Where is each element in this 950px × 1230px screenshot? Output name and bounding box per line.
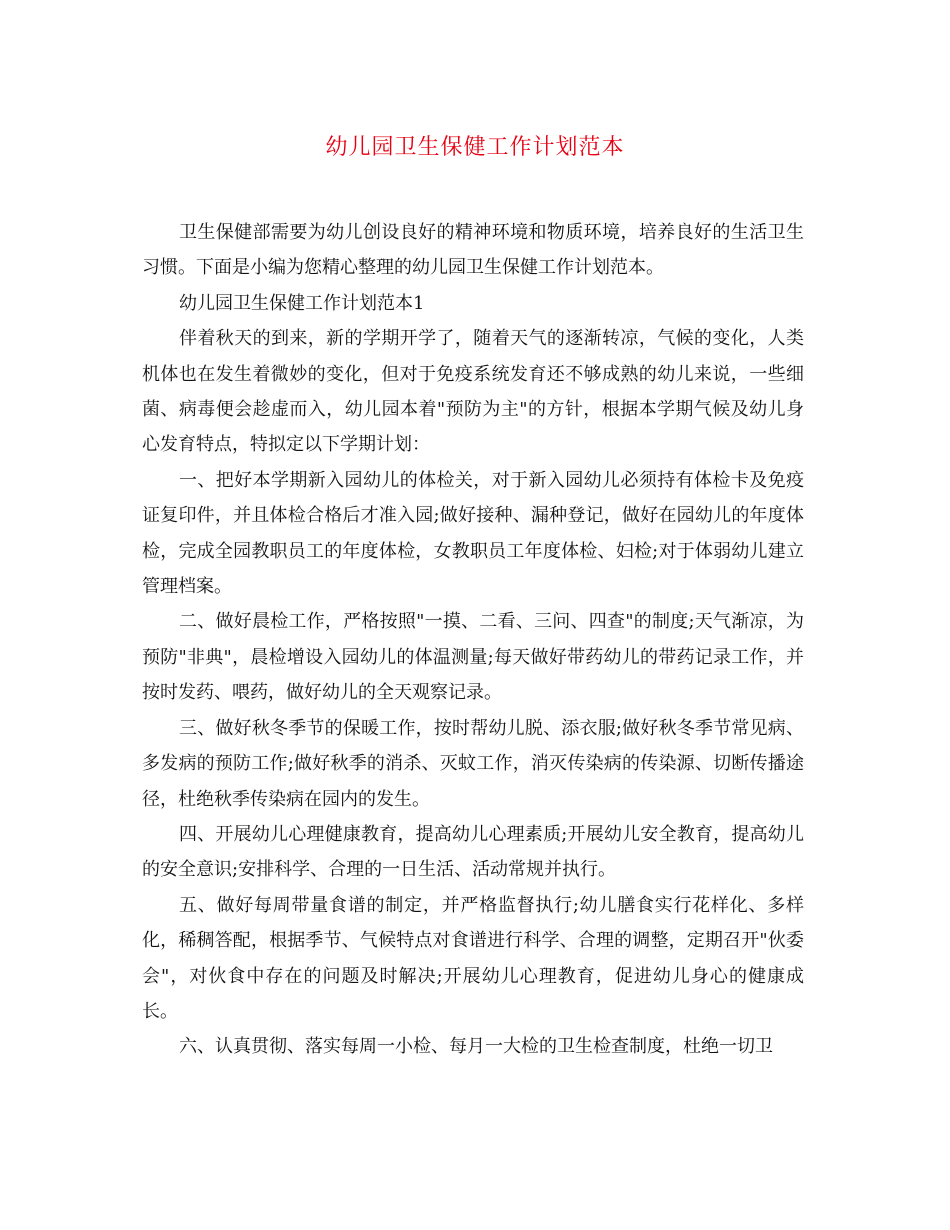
- paragraph: 伴着秋天的到来，新的学期开学了，随着天气的逐渐转凉，气候的变化，人类机体也在发生着微妙的变化，但对于免疫系统发育还不够成熟的幼儿来说，一些细菌、病毒便会趁虚而入，幼儿园本着"预防为主"的方针，根据本学期气候及幼儿身心发育特点，特拟定以下学期计划：: [142, 328, 804, 456]
- document-body: [142, 215, 804, 1065]
- paragraph: 四、开展幼儿心理健康教育，提高幼儿心理素质;开展幼儿安全教育，提高幼儿的安全意识;安排科学、合理的一日生活、活动常规并执行。: [142, 823, 804, 881]
- paragraph: 一、把好本学期新入园幼儿的体检关，对于新入园幼儿必须持有体检卡及免疫证复印件，并且体检合格后才准入园;做好接种、漏种登记，做好在园幼儿的年度体检，完成全园教职员工的年度体检，女教职员工年度体检、妇检;对于体弱幼儿建立管理档案。: [142, 469, 804, 598]
- paragraph: 五、做好每周带量食谱的制定，并严格监督执行;幼儿膳食实行花样化、多样化，稀稠答配，根据季节、气候特点对食谱进行科学、合理的调整，定期召开"伙委会"，对伙食中存在的问题及时解决;开展幼儿心理教育，促进幼儿身心的健康成长。: [142, 894, 804, 1022]
- document-title: 幼儿园卫生保健工作计划范本: [325, 135, 625, 160]
- section-heading: 幼儿园卫生保健工作计划范本1: [179, 292, 425, 314]
- paragraph: 三、做好秋冬季节的保暖工作，按时帮幼儿脱、添衣服;做好秋冬季节常见病、多发病的预防工作;做好秋季的消杀、灭蚊工作，消灭传染病的传染源、切断传播途径，杜绝秋季传染病在园内的发生。: [142, 717, 804, 810]
- paragraph: 二、做好晨检工作，严格按照"一摸、二看、三问、四查"的制度;天气渐凉，为预防"非典"，晨检增设入园幼儿的体温测量;每天做好带药幼儿的带药记录工作，并按时发药、喂药，做好幼儿的全天观察记录。: [142, 611, 804, 704]
- intro-paragraph: 卫生保健部需要为幼儿创设良好的精神环境和物质环境，培养良好的生活卫生习惯。下面是小编为您精心整理的幼儿园卫生保健工作计划范本。: [142, 222, 804, 279]
- paragraph: 六、认真贯彻、落实每周一小检、每月一大检的卫生检查制度，杜绝一切卫: [179, 1036, 773, 1058]
